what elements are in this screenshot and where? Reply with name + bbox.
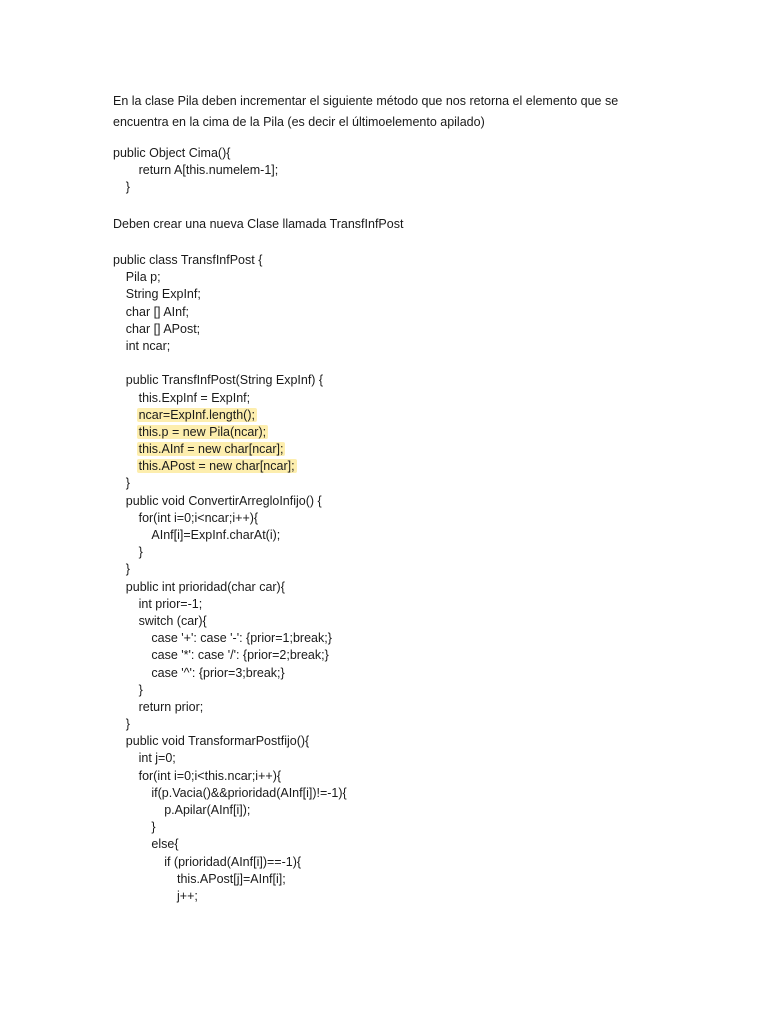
code-line xyxy=(113,647,347,664)
code-text: AInf[i]=ExpInf.charAt(i); xyxy=(151,528,281,542)
code-line xyxy=(113,733,347,750)
code-text: } xyxy=(138,545,143,560)
code-text: case '+': case '-': {prior=1;break;} xyxy=(151,631,332,646)
code-line xyxy=(113,407,347,424)
code-text: for(int i=0;i<this.ncar;i++){ xyxy=(138,768,282,783)
code-line xyxy=(113,750,347,767)
code-text: } xyxy=(125,476,130,491)
highlighted-code-text: this.p = new Pila(ncar); xyxy=(138,424,267,439)
code-text: int prior=-1; xyxy=(138,596,203,611)
code-line xyxy=(113,630,347,647)
code-text: char [] AInf; xyxy=(125,304,190,319)
code-text: public TransfInfPost(String ExpInf) { xyxy=(125,373,324,388)
code-text: this.APost[j]=AInf[i]; xyxy=(177,871,286,886)
code-line xyxy=(113,544,347,561)
code-line xyxy=(113,355,347,372)
code-line xyxy=(113,854,347,871)
code-line xyxy=(113,493,347,510)
code-text: Pila p; xyxy=(125,270,161,285)
instruction-paragraph xyxy=(113,214,673,235)
intro-paragraph xyxy=(113,91,673,133)
code-text: if (prioridad(AInf[i])==-1){ xyxy=(164,854,302,869)
code-text: int ncar; xyxy=(125,338,171,353)
code-line xyxy=(113,510,347,527)
code-text: switch (car){ xyxy=(138,613,207,628)
code-text: char [] APost; xyxy=(125,321,201,336)
code-text: else{ xyxy=(151,837,179,852)
code-line xyxy=(113,819,347,836)
code-text: } xyxy=(138,682,143,697)
code-text: public int prioridad(char car){ xyxy=(125,579,285,594)
code-line xyxy=(113,424,347,441)
code-line xyxy=(113,785,347,802)
code-line xyxy=(113,768,347,785)
code-text: j++; xyxy=(177,888,198,903)
intro-line-2: encuentra en la cima de la Pila (es decir el últimoelemento apilado) xyxy=(113,115,485,129)
code-line xyxy=(113,304,347,321)
code-text: public Object Cima(){ xyxy=(113,146,231,160)
instruction-text: Deben crear una nueva Clase llamada TransfInfPost xyxy=(113,217,404,231)
transfinfpost-class-code xyxy=(113,252,347,905)
code-line xyxy=(113,162,278,179)
code-line xyxy=(113,665,347,682)
code-line xyxy=(113,561,347,578)
cima-method-code xyxy=(113,145,278,197)
code-line xyxy=(113,888,347,905)
code-text: } xyxy=(125,717,130,732)
code-text: this.ExpInf = ExpInf; xyxy=(138,390,251,405)
code-line xyxy=(113,338,347,355)
code-text: String ExpInf; xyxy=(125,287,201,302)
code-line xyxy=(113,699,347,716)
code-text: public class TransfInfPost { xyxy=(113,253,263,267)
code-text: } xyxy=(151,820,156,835)
code-line xyxy=(113,441,347,458)
code-line xyxy=(113,145,278,162)
code-line xyxy=(113,321,347,338)
code-text: } xyxy=(125,180,130,195)
code-text: return A[this.numelem-1]; xyxy=(138,163,279,178)
highlighted-code-text: ncar=ExpInf.length(); xyxy=(138,407,255,422)
code-line xyxy=(113,252,347,269)
code-text: case '*': case '/': {prior=2;break;} xyxy=(151,648,329,663)
code-text: int j=0; xyxy=(138,751,176,766)
code-line xyxy=(113,269,347,286)
code-text: case '^': {prior=3;break;} xyxy=(151,665,285,680)
code-line xyxy=(113,579,347,596)
code-line xyxy=(113,802,347,819)
highlighted-code-text: this.AInf = new char[ncar]; xyxy=(138,442,284,457)
code-line xyxy=(113,179,278,196)
code-text: } xyxy=(125,562,130,577)
code-line xyxy=(113,716,347,733)
code-line xyxy=(113,613,347,630)
code-line xyxy=(113,836,347,853)
code-text: if(p.Vacia()&&prioridad(AInf[i])!=-1){ xyxy=(151,785,347,800)
code-line xyxy=(113,871,347,888)
code-line xyxy=(113,527,347,544)
code-line xyxy=(113,475,347,492)
code-line xyxy=(113,390,347,407)
code-text: return prior; xyxy=(138,699,204,714)
intro-line-1: En la clase Pila deben incrementar el siguiente método que nos retorna el elemento que se xyxy=(113,94,619,108)
code-text: for(int i=0;i<ncar;i++){ xyxy=(138,510,259,525)
code-text: p.Apilar(AInf[i]); xyxy=(164,803,251,817)
highlighted-code-text: this.APost = new char[ncar]; xyxy=(138,459,295,474)
code-text: public void TransformarPostfijo(){ xyxy=(125,734,310,749)
code-line xyxy=(113,286,347,303)
code-line xyxy=(113,682,347,699)
code-line xyxy=(113,596,347,613)
code-text: public void ConvertirArregloInfijo() { xyxy=(125,493,322,508)
code-line xyxy=(113,372,347,389)
code-line xyxy=(113,458,347,475)
